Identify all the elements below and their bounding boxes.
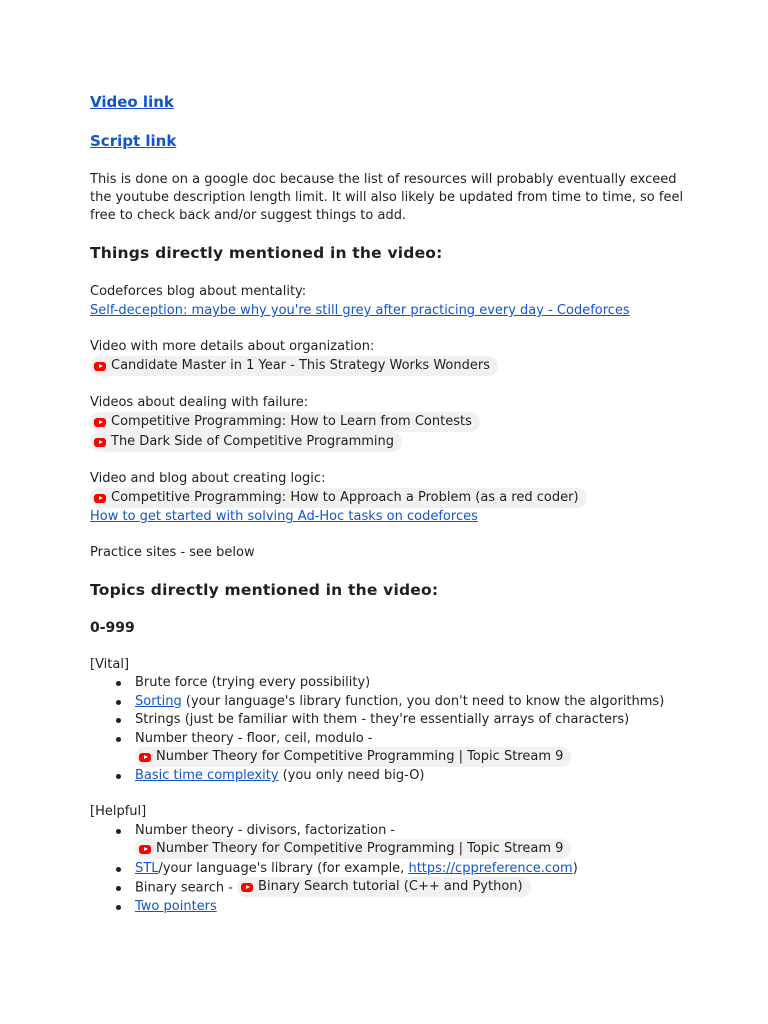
- youtube-icon: [139, 845, 151, 854]
- brute-force-item: Brute force (trying every possibility): [135, 675, 371, 690]
- failure-video-chip-2[interactable]: [90, 432, 402, 452]
- organization-video-chip[interactable]: [90, 356, 498, 376]
- number-theory-advanced-item: Number theory - divisors, factorization -: [135, 823, 396, 838]
- logic-video-chip[interactable]: [90, 488, 587, 508]
- chip-title: Candidate Master in 1 Year - This Strategy Works Wonders: [111, 358, 490, 373]
- two-pointers-link[interactable]: Two pointers: [135, 899, 217, 914]
- bullet: [116, 700, 121, 705]
- youtube-icon: [94, 362, 106, 371]
- chip-title: The Dark Side of Competitive Programming: [111, 434, 395, 449]
- vital-label: [Vital]: [90, 657, 130, 672]
- section-heading-mentioned: Things directly mentioned in the video:: [90, 244, 443, 262]
- time-complexity-note: (you only need big-O): [278, 768, 425, 783]
- bullet: [116, 829, 121, 834]
- sorting-item: [135, 693, 664, 711]
- helpful-label: [Helpful]: [90, 804, 147, 819]
- youtube-icon: [139, 753, 151, 762]
- youtube-icon: [94, 438, 106, 447]
- mentality-blog-link[interactable]: Self-deception: maybe why you're still grey after practicing every day - Codeforces: [90, 303, 630, 318]
- stl-close-paren: ): [572, 861, 578, 876]
- number-theory-video-chip-2[interactable]: [135, 839, 571, 859]
- section-heading-topics: Topics directly mentioned in the video:: [90, 581, 439, 599]
- chip-title: Number Theory for Competitive Programming | Topic Stream 9: [156, 841, 564, 856]
- sorting-note: (your language's library function, you don't need to know the algorithms): [181, 694, 665, 709]
- intro-paragraph: [90, 171, 683, 225]
- number-theory-video-chip[interactable]: [135, 747, 571, 767]
- chip-title: Competitive Programming: How to Learn from Contests: [111, 414, 472, 429]
- bullet: [116, 867, 121, 872]
- cppreference-link[interactable]: https://cppreference.com: [408, 861, 573, 876]
- stl-item: [135, 860, 578, 878]
- chip-title: Competitive Programming: How to Approach a Problem (as a red coder): [111, 490, 579, 505]
- chip-title: Binary Search tutorial (C++ and Python): [258, 879, 523, 894]
- rating-range-heading: 0-999: [90, 620, 135, 636]
- youtube-icon: [94, 494, 106, 503]
- logic-label: Video and blog about creating logic:: [90, 471, 326, 486]
- bullet: [116, 774, 121, 779]
- mentality-label: Codeforces blog about mentality:: [90, 284, 307, 299]
- intro-line-3: free to check back and/or suggest things to add.: [90, 208, 407, 223]
- stl-link[interactable]: STL: [135, 861, 159, 876]
- strings-item: Strings (just be familiar with them - they're essentially arrays of characters): [135, 712, 630, 727]
- bullet: [116, 905, 121, 910]
- script-link[interactable]: Script link: [90, 132, 177, 150]
- time-complexity-item: [135, 767, 425, 785]
- binary-search-video-chip[interactable]: [237, 877, 531, 897]
- intro-line-1: This is done on a google doc because the list of resources will probably eventually exceed: [90, 172, 677, 187]
- binary-search-item: [135, 877, 531, 898]
- bullet: [116, 737, 121, 742]
- youtube-icon: [94, 418, 106, 427]
- chip-title: Number Theory for Competitive Programming | Topic Stream 9: [156, 749, 564, 764]
- bullet: [116, 886, 121, 891]
- binary-search-label: Binary search -: [135, 880, 238, 896]
- failure-video-chip-1[interactable]: [90, 412, 480, 432]
- bullet: [116, 718, 121, 723]
- video-link[interactable]: Video link: [90, 93, 174, 111]
- practice-sites-note: Practice sites - see below: [90, 545, 255, 560]
- organization-label: Video with more details about organization:: [90, 339, 375, 354]
- intro-line-2: the youtube description length limit. It will also likely be updated from time to time, so feel: [90, 190, 684, 205]
- failure-label: Videos about dealing with failure:: [90, 395, 309, 410]
- adhoc-blog-link[interactable]: How to get started with solving Ad-Hoc tasks on codeforces: [90, 509, 478, 524]
- stl-note: /your language's library (for example,: [158, 861, 409, 876]
- number-theory-basic-item: Number theory - floor, ceil, modulo -: [135, 731, 373, 746]
- bullet: [116, 681, 121, 686]
- time-complexity-link[interactable]: Basic time complexity: [135, 768, 279, 783]
- youtube-icon: [241, 883, 253, 892]
- sorting-link[interactable]: Sorting: [135, 694, 182, 709]
